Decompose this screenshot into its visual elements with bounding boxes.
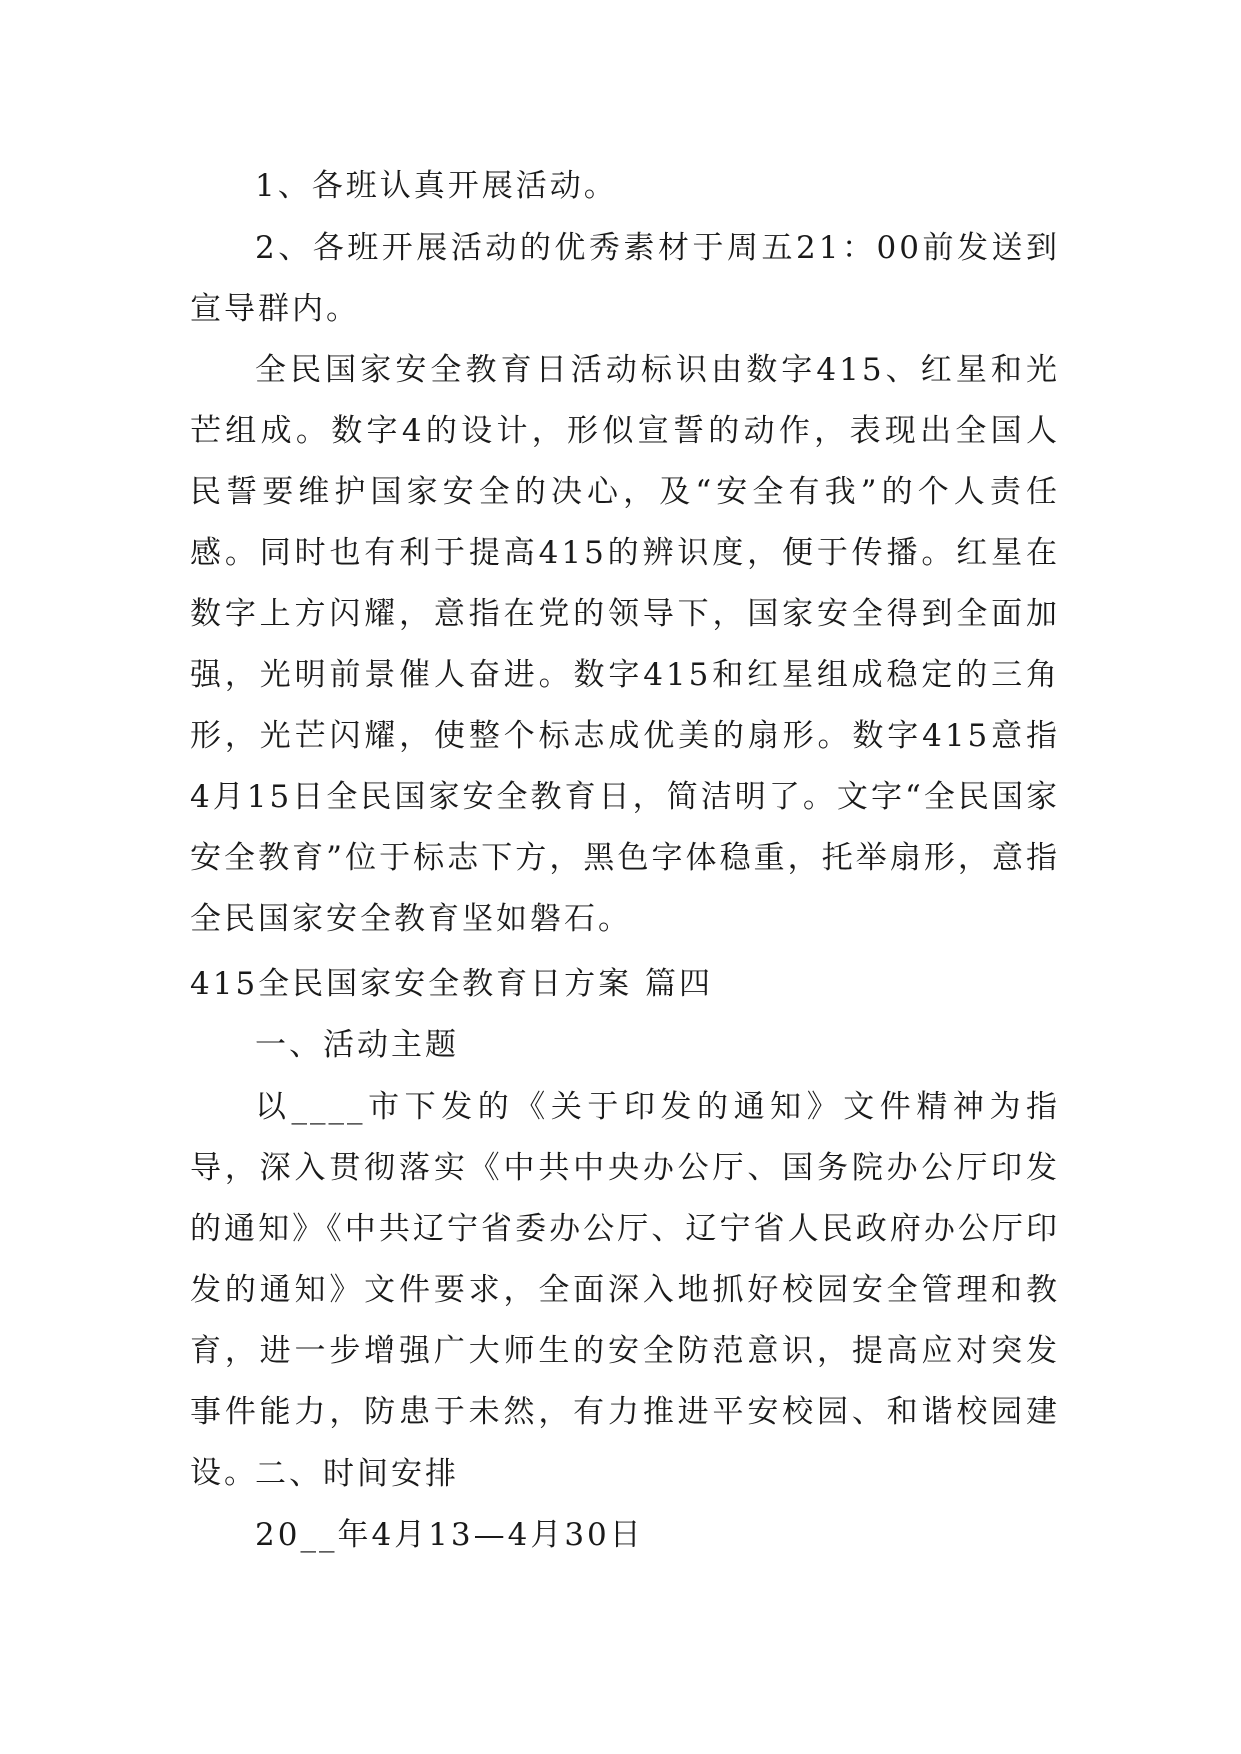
heading-activity-theme: 一、活动主题	[255, 1027, 459, 1063]
heading-time-arrangement: 二、时间安排	[255, 1456, 459, 1492]
paragraph-activity-theme: 以____市下发的《关于印发的通知》文件精神为指导，深入贯彻落实《中共中央办公厅、国务院办公厅印发的通知》《中共辽宁省委办公厅、辽宁省人民政府办公厅印发的通知》文件要求，全面深入地抓好校园安全管理和教育，进一步增强广大师生的安全防范意识，提高应对突发事件能力，防患于未然，有力推进平安校园、和谐校园建设。	[190, 1089, 1060, 1491]
section-title: 415全民国家安全教育日方案 篇四	[190, 966, 714, 1002]
paragraph-item-2: 2、各班开展活动的优秀素材于周五21：00前发送到宣导群内。	[190, 230, 1060, 327]
paragraph-time-range: 20__年4月13—4月30日	[255, 1517, 644, 1553]
paragraph-item-1: 1、各班认真开展活动。	[255, 168, 618, 204]
paragraph-logo-description: 全民国家安全教育日活动标识由数字415、红星和光芒组成。数字4的设计，形似宣誓的动作，表现出全国人民誓要维护国家安全的决心，及“安全有我”的个人责任感。同时也有利于提高415的辨识度，便于传播。红星在数字上方闪耀，意指在党的领导下，国家安全得到全面加强，光明前景催人奋进。数字415和红星组成稳定的三角形，光芒闪耀，使整个标志成优美的扇形。数字415意指4月15日全民国家安全教育日，简洁明了。文字“全民国家安全教育”位于标志下方，黑色字体稳重，托举扇形，意指全民国家安全教育坚如磐石。	[190, 352, 1060, 937]
